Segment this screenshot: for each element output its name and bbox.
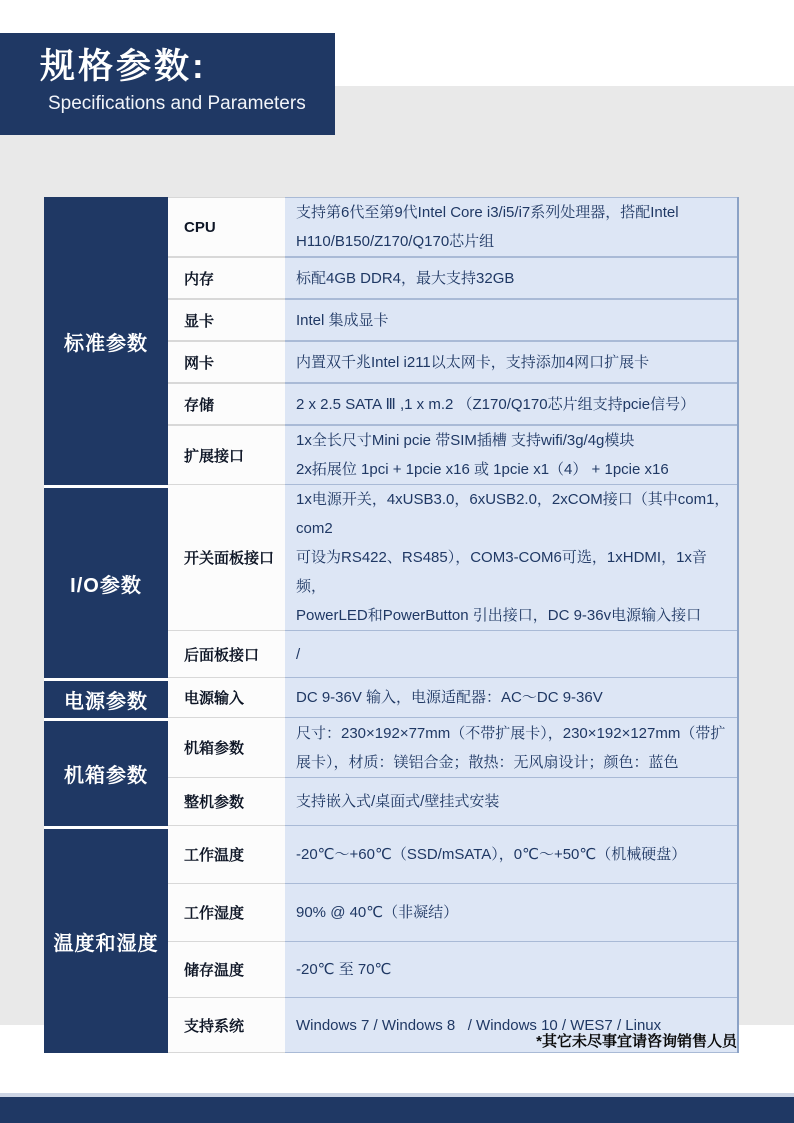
content-line: 2x拓展位 1pci + 1pcie x16 或 1pcie x1（4） + 1pcie x16 — [296, 461, 669, 478]
spec-table — [44, 197, 739, 1053]
row-label: 存储 — [168, 383, 285, 425]
table-row-front-panel — [168, 485, 737, 631]
row-content — [285, 341, 737, 383]
row-label: 后面板接口 — [168, 631, 285, 678]
row-label: 储存温度 — [168, 942, 285, 998]
row-label: 显卡 — [168, 299, 285, 341]
content-line: 展卡），材质：镁铝合金；散热：无风扇设计；颜色：蓝色 — [296, 753, 679, 771]
content-line: Windows 7 / Windows 8 / Windows 10 / WES7 / Linux — [296, 1016, 662, 1034]
section-standard-params — [44, 197, 737, 485]
row-content — [285, 383, 737, 425]
content-line: 1x电源开关，4xUSB3.0，6xUSB2.0，2xCOM接口（其中com1，com2 — [296, 491, 730, 537]
table-row-chassis — [168, 718, 737, 778]
section-rows — [168, 197, 737, 485]
table-row-gpu — [168, 299, 737, 341]
section-chassis-params — [44, 718, 737, 826]
content-line: 标配4GB DDR4，最大支持32GB — [296, 269, 515, 287]
table-row-operating-temp — [168, 826, 737, 884]
row-content — [285, 884, 737, 942]
section-rows — [168, 826, 737, 1053]
row-label: 支持系统 — [168, 998, 285, 1053]
table-row-memory — [168, 257, 737, 299]
page-subtitle: Specifications and Parameters — [48, 93, 306, 114]
category-cell-power: 电源参数 — [44, 678, 168, 718]
section-rows — [168, 678, 737, 718]
content-line: 90% @ 40℃（非凝结） — [296, 904, 459, 921]
row-label: 整机参数 — [168, 778, 285, 826]
row-content — [285, 718, 737, 778]
content-line: 内置双千兆Intel i211以太网卡，支持添加4网口扩展卡 — [296, 353, 650, 371]
row-content — [285, 197, 737, 257]
category-cell-io: I/O参数 — [44, 485, 168, 678]
table-row-operating-humidity — [168, 884, 737, 942]
row-label: 内存 — [168, 257, 285, 299]
page-title: 规格参数: — [40, 47, 207, 86]
content-line: Intel 集成显卡 — [296, 311, 389, 329]
table-row-rear-panel — [168, 631, 737, 678]
row-label: 机箱参数 — [168, 718, 285, 778]
row-label: 工作温度 — [168, 826, 285, 884]
row-label: 网卡 — [168, 341, 285, 383]
content-line: 尺寸：230×192×77mm（不带扩展卡），230×192×127mm（带扩 — [296, 724, 726, 742]
content-line: DC 9-36V 输入，电源适配器：AC～DC 9-36V — [296, 689, 603, 706]
section-rows — [168, 718, 737, 826]
content-line: 2 x 2.5 SATA Ⅲ ,1 x m.2 （Z170/Q170芯片组支持pcie信号） — [296, 395, 696, 413]
footer-bar — [0, 1097, 794, 1123]
row-label: 扩展接口 — [168, 425, 285, 485]
table-row-expansion — [168, 425, 737, 485]
section-io-params — [44, 485, 737, 678]
content-line: 1x全长尺寸Mini pcie 带SIM插槽 支持wifi/3g/4g模块 — [296, 432, 635, 449]
category-cell-temp: 温度和湿度 — [44, 826, 168, 1053]
table-row-storage — [168, 383, 737, 425]
section-power-params — [44, 678, 737, 718]
row-content — [285, 778, 737, 826]
content-line: 可设为RS422、RS485），COM3-COM6可选，1xHDMI，1x音频， — [296, 549, 707, 595]
row-content — [285, 826, 737, 884]
content-line: / — [296, 645, 301, 663]
row-label: CPU — [168, 197, 285, 257]
row-content — [285, 485, 737, 631]
table-row-cpu — [168, 197, 737, 257]
table-row-mounting — [168, 778, 737, 826]
row-content — [285, 631, 737, 678]
content-line: 支持嵌入式/桌面式/壁挂式安装 — [296, 793, 500, 810]
content-line: H110/B150/Z170/Q170芯片组 — [296, 233, 495, 250]
row-label: 开关面板接口 — [168, 485, 285, 631]
table-row-power-input — [168, 678, 737, 718]
content-line: -20℃～+60℃（SSD/mSATA），0℃～+50℃（机械硬盘） — [296, 846, 687, 863]
section-temp-humidity — [44, 826, 737, 1053]
content-line: -20℃ 至 70℃ — [296, 961, 392, 978]
row-content — [285, 942, 737, 998]
content-line: PowerLED和PowerButton 引出接口，DC 9-36v电源输入接口 — [296, 607, 702, 624]
sales-footnote: *其它未尽事宜请咨询销售人员 — [536, 1033, 737, 1050]
row-content — [285, 299, 737, 341]
table-row-nic — [168, 341, 737, 383]
row-content — [285, 257, 737, 299]
row-content — [285, 678, 737, 718]
row-content — [285, 425, 737, 485]
content-line: 支持第6代至第9代Intel Core i3/i5/i7系列处理器，搭配Intel — [296, 204, 679, 221]
row-label: 工作湿度 — [168, 884, 285, 942]
table-row-storage-temp — [168, 942, 737, 998]
category-cell-chassis: 机箱参数 — [44, 718, 168, 826]
section-rows — [168, 485, 737, 678]
category-cell-standard: 标准参数 — [44, 197, 168, 485]
header-banner — [0, 33, 335, 135]
row-label: 电源输入 — [168, 678, 285, 718]
